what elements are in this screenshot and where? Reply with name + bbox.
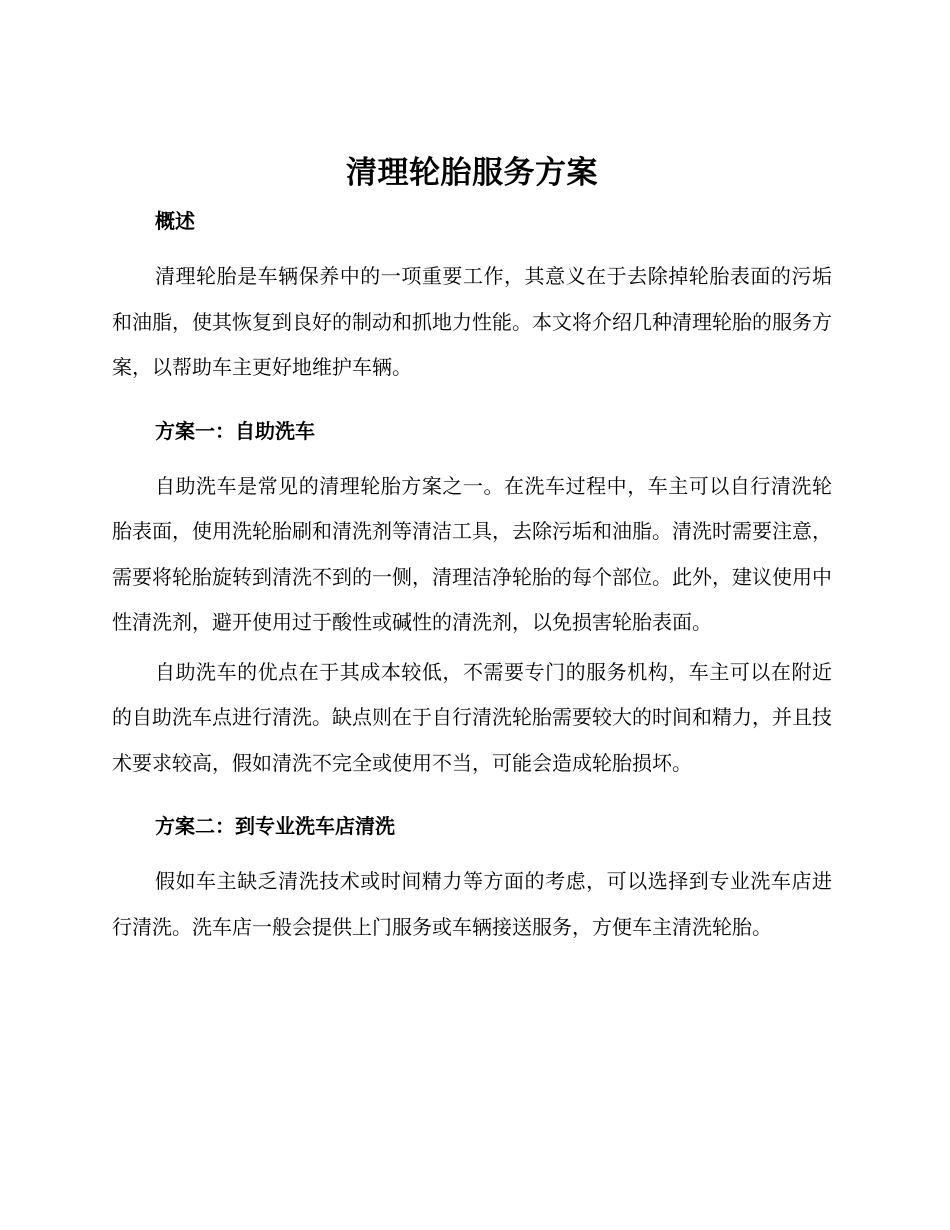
document-title: 清理轮胎服务方案 [346,155,598,191]
spacer [112,446,832,464]
paragraph-overview: 清理轮胎是车辆保养中的一项重要工作，其意义在于去除掉轮胎表面的污垢和油脂，使其恢复到良好的制动和抓地力性能。本文将介绍几种清理轮胎的服务方案，以帮助车主更好地维护车辆。 [112,264,832,379]
spacer [112,391,832,416]
section-heading-plan-one: 方案一：自助洗车 [155,418,315,443]
section-heading-overview: 概述 [155,209,195,233]
spacer [112,786,832,811]
paragraph-plan-one-pros-cons: 自助洗车的优点在于其成本较低，不需要专门的服务机构，车主可以在附近的自助洗车点进行清洗。缺点则在于自行清洗轮胎需要较大的时间和精力，并且技术要求较高，假如清洗不完全或使用不当，可能会造成轮胎损坏。 [112,659,832,775]
paragraph-plan-one-intro: 自助洗车是常见的清理轮胎方案之一。在洗车过程中，车主可以自行清洗轮胎表面，使用洗轮胎刷和清洗剂等清洁工具，去除污垢和油脂。清洗时需要注意，需要将轮胎旋转到清洗不到的一侧，清理洁净轮胎的每个部位。此外，建议使用中性清洗剂，避开使用过于酸性或碱性的清洗剂，以免损害轮胎表面。 [112,473,832,634]
spacer [112,841,832,859]
section-heading-plan-two: 方案二：到专业洗车店清洗 [155,814,395,838]
document-page [112,150,832,950]
spacer [112,196,832,206]
paragraph-plan-two: 假如车主缺乏清洗技术或时间精力等方面的考虑，可以选择到专业洗车店进行清洗。洗车店一般会提供上门服务或车辆接送服务，方便车主清洗轮胎。 [112,869,832,939]
spacer [112,236,832,254]
